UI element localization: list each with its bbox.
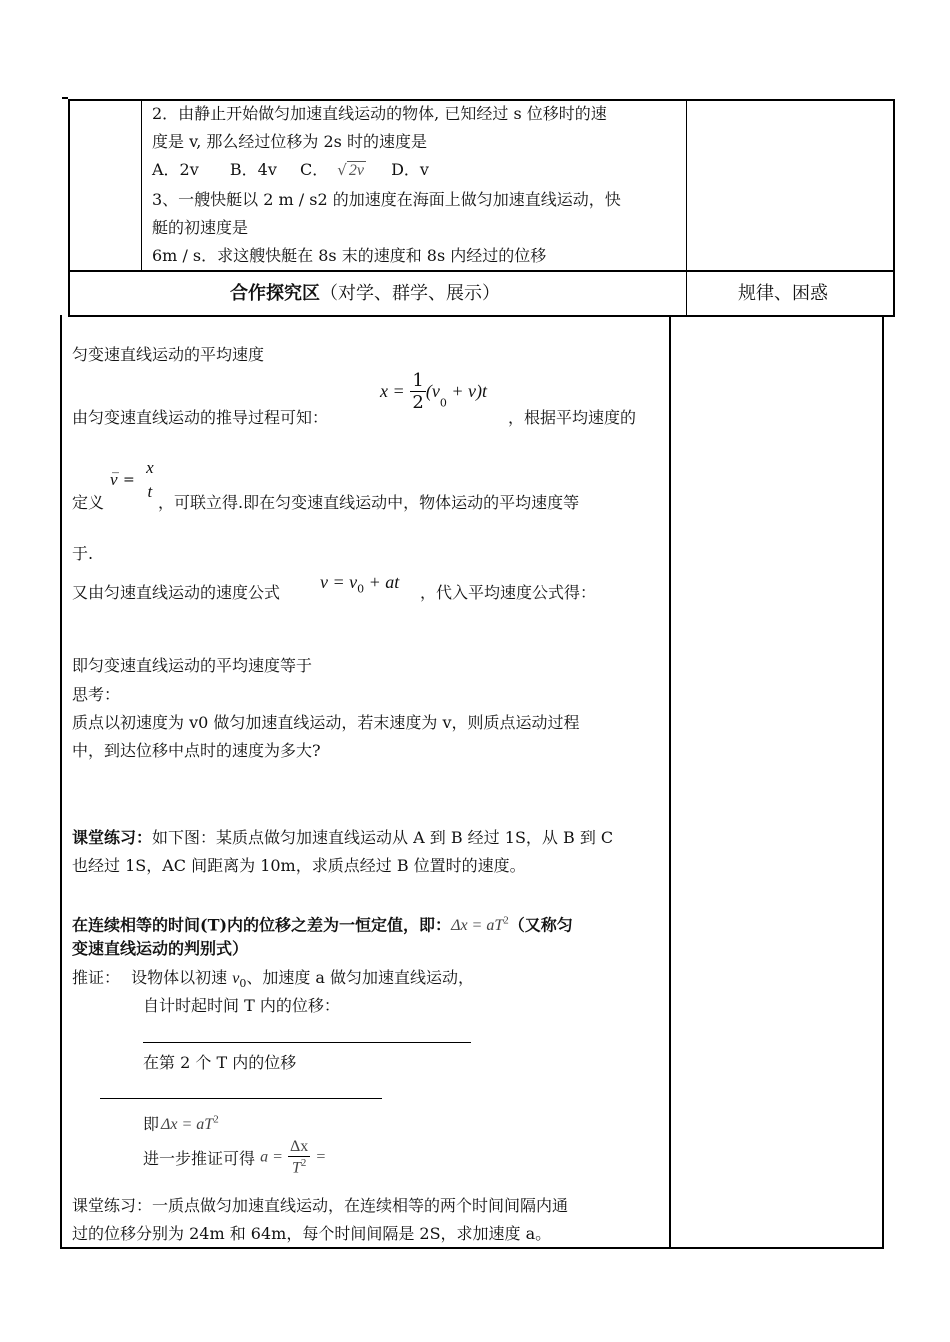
derivation-prefix: 由匀变速直线运动的推导过程可知：: [72, 408, 329, 427]
displacement-formula: x = $\frac{1}{2}$ $(v_0 + v)t$: [380, 370, 487, 413]
velocity-formula-suffix: ，代入平均速度公式得：: [420, 583, 597, 602]
theorem-line-1: 在连续相等的时间(T)内的位移之差为一恒定值，即：$\Delta x = aT^2$（又称匀: [72, 915, 573, 935]
proof-line-5: 进一步推证可得 a = $\frac{\Delta x}{T^2}$ =: [143, 1138, 327, 1177]
proof-line-2: 自计时起时间 T 内的位移：: [143, 996, 340, 1015]
velocity-formula-prefix: 又由匀速直线运动的速度公式: [72, 583, 281, 602]
think-line-2: 中，到达位移中点时的速度为多大?: [72, 741, 321, 760]
equals-avg-text: 即匀变速直线运动的平均速度等于: [72, 656, 313, 675]
proof-line-3: 在第 2 个 T 内的位移: [143, 1053, 297, 1072]
definition-prefix: 定义: [72, 493, 105, 512]
top-table-top-border: [68, 99, 895, 101]
top-table-left-border: [68, 99, 70, 317]
exercise-1-line-2: 也经过 1S，AC 间距离为 10m，求质点经过 B 位置时的速度。: [72, 856, 526, 875]
question-2-line-2: 度是 v, 那么经过位移为 2s 时的速度是: [152, 132, 427, 151]
option-d: D．v: [391, 160, 429, 179]
question-3-line-1: 3、一艘快艇以 2 m / s2 的加速度在海面上做匀加速直线运动，快: [152, 190, 621, 209]
top-table-right-border: [893, 99, 895, 317]
velocity-formula: $v = v_0$ + at: [320, 572, 400, 596]
derivation-suffix: ，根据平均速度的: [508, 408, 637, 427]
question-2-options: [152, 160, 429, 182]
notes-column-label: 规律、困惑: [738, 283, 828, 304]
answer-blank-1[interactable]: [143, 1042, 471, 1043]
exercise-2-line-2: 过的位移分别为 24m 和 64m，每个时间间隔是 2S，求加速度 a。: [72, 1224, 552, 1243]
main-table-bottom-border: [60, 1247, 884, 1249]
yu-text: 于.: [72, 544, 94, 563]
section-title-rest: （对学、群学、展示）: [320, 283, 500, 304]
acceleration-fraction: $\frac{\Delta x}{T^2}$: [290, 1138, 309, 1177]
formula-fraction: $\frac{1}{2}$: [412, 370, 424, 413]
question-2-line-1: 2．由静止开始做匀加速直线运动的物体, 已知经过 s 位移时的速: [152, 104, 607, 123]
think-label: 思考：: [72, 685, 121, 704]
theorem-formula: $\Delta x = aT^2$: [451, 915, 509, 935]
x-over-t-fraction: x t: [146, 458, 154, 501]
proof-line-1: 推证： 设物体以初速 $v_0$、加速度 a 做匀加速直线运动，: [72, 968, 475, 991]
definition-suffix: ，可联立得.即在匀变速直线运动中，物体运动的平均速度等: [158, 493, 580, 512]
question-3-line-2: 艇的初速度是: [152, 218, 249, 237]
main-table-middle-border: [669, 315, 671, 1249]
average-velocity-formula: _ v = x t: [110, 458, 154, 501]
proof-label: 推证：: [72, 968, 121, 987]
v-bar: _ v: [110, 458, 119, 489]
option-c: C．: [299, 160, 329, 179]
top-table-inner-left-border: [141, 99, 142, 271]
section-title-bold: 合作探究区: [230, 283, 320, 304]
main-table-left-border: [60, 315, 62, 1249]
option-b: B．4v: [229, 160, 277, 179]
header-row-bottom-border: [68, 315, 895, 317]
avg-velocity-heading: 匀变速直线运动的平均速度: [72, 345, 265, 364]
section-title: [230, 284, 500, 304]
exercise-2-line-1: 课堂练习：一质点做匀加速直线运动，在连续相等的两个时间间隔内通: [72, 1196, 569, 1215]
option-c-sqrt: √ 2v: [337, 161, 364, 179]
exercise-1-label: 课堂练习：: [72, 828, 153, 847]
question-3-line-3: 6m / s．求这艘快艇在 8s 末的速度和 8s 内经过的位移: [152, 246, 547, 265]
top-table-inner-right-border: [686, 99, 687, 317]
header-row-top-border: [68, 270, 895, 272]
proof-delta-formula: $\Delta x = aT^2$: [161, 1114, 219, 1134]
theorem-line-2: 变速直线运动的判别式）: [72, 939, 249, 958]
main-table-right-border: [882, 315, 884, 1249]
proof-line-4: 即 $\Delta x = aT^2$: [143, 1114, 219, 1134]
formula-lhs: x =: [380, 381, 405, 401]
exercise-1-line-1: 课堂练习：如下图：某质点做匀加速直线运动从 A 到 B 经过 1S，从 B 到 C: [72, 828, 614, 847]
think-line-1: 质点以初速度为 v0 做匀加速直线运动，若末速度为 v，则质点运动过程: [72, 713, 580, 732]
option-a: A．2v: [152, 160, 199, 179]
answer-blank-2[interactable]: [100, 1098, 382, 1099]
